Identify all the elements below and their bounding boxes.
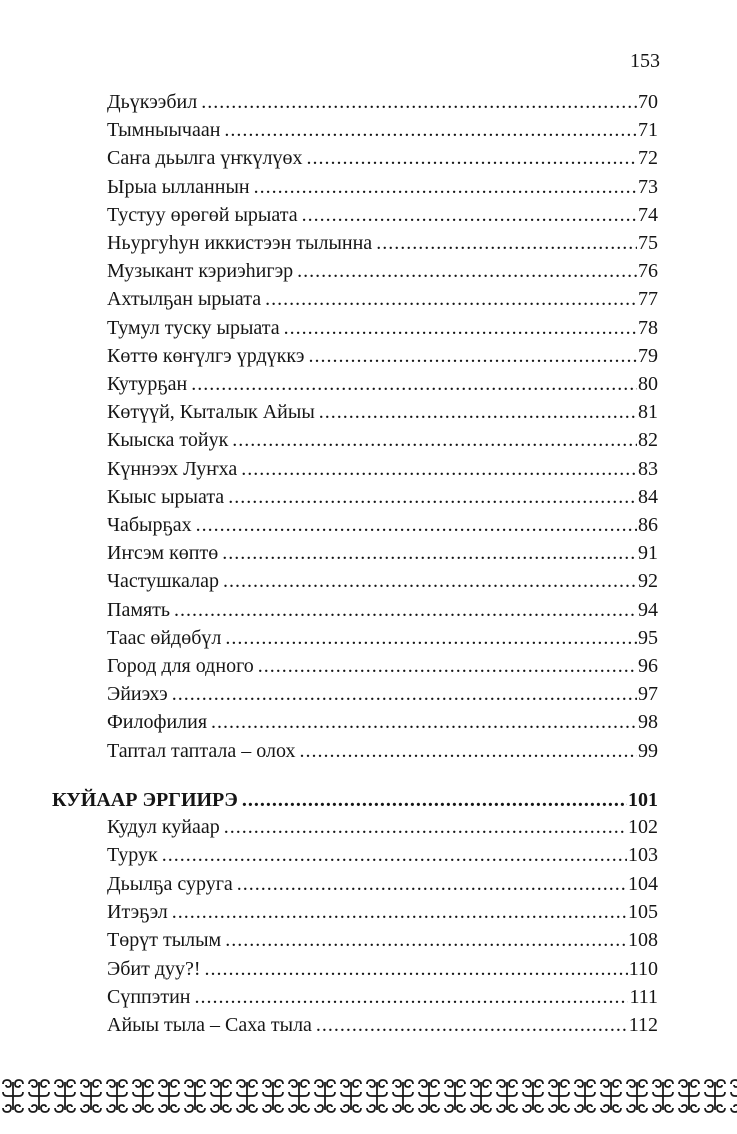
section-page: 101 xyxy=(628,789,658,811)
toc-entry xyxy=(107,457,658,483)
toc-entry xyxy=(107,316,658,342)
dot-leader xyxy=(307,146,637,170)
toc-entry-title: Итэҕэл xyxy=(107,901,168,923)
toc-entry xyxy=(107,513,658,539)
dot-leader xyxy=(299,739,637,763)
toc-entry-title: Таас өйдөбүл xyxy=(107,627,222,649)
toc-entry-page: 96 xyxy=(638,655,658,677)
dot-leader xyxy=(194,985,628,1009)
toc-entry-page: 111 xyxy=(629,986,658,1008)
dot-leader xyxy=(224,118,637,142)
toc-entry-title: Ньургуһун иккистээн тылынна xyxy=(107,232,373,254)
toc-entry xyxy=(107,598,658,624)
toc-entry-title: Иҥсэм көптө xyxy=(107,542,219,564)
toc-entry-page: 72 xyxy=(638,147,658,169)
toc-entry-page: 104 xyxy=(628,873,658,895)
toc-entry-page: 110 xyxy=(628,958,658,980)
toc-entry xyxy=(107,400,658,426)
toc-entry-title: Айыы тыла – Саха тыла xyxy=(107,1014,312,1036)
toc-entry-page: 77 xyxy=(638,288,658,310)
toc-entry-title: Филофилия xyxy=(107,711,208,733)
toc-entry-page: 74 xyxy=(638,204,658,226)
toc-entry-page: 84 xyxy=(638,486,658,508)
dot-leader xyxy=(242,788,627,812)
dot-leader xyxy=(225,928,627,952)
toc-entry xyxy=(107,569,658,595)
toc-entry-title: Ырыа ылланнын xyxy=(107,176,250,198)
dot-leader xyxy=(172,900,627,924)
toc-entry xyxy=(107,231,658,257)
toc-entry-title: Дьүкээбил xyxy=(107,91,198,113)
dot-leader xyxy=(201,90,637,114)
page-number: 153 xyxy=(630,50,660,72)
toc-entry xyxy=(107,175,658,201)
toc-entry-title: Кыыска тойук xyxy=(107,429,229,451)
toc-entry-title: Тумул туску ырыата xyxy=(107,317,280,339)
toc-entry xyxy=(107,900,658,926)
dot-leader xyxy=(211,710,637,734)
toc-entry-title: Төрүт тылым xyxy=(107,929,222,951)
toc-entry-title: Музыкант кэриэһигэр xyxy=(107,260,294,282)
toc-entry xyxy=(107,146,658,172)
toc-entry xyxy=(107,1013,658,1039)
toc-entry xyxy=(107,90,658,116)
toc-entry xyxy=(107,287,658,313)
dot-leader xyxy=(162,843,627,867)
toc-entry-title: Память xyxy=(107,599,171,621)
toc-entry-page: 79 xyxy=(638,345,658,367)
toc-entry-title: Сүппэтин xyxy=(107,986,191,1008)
toc-entry xyxy=(107,710,658,736)
dot-leader xyxy=(174,598,637,622)
toc-entry xyxy=(107,739,658,765)
toc-entry xyxy=(107,344,658,370)
dot-leader xyxy=(196,513,637,537)
toc-entry xyxy=(107,957,658,983)
toc-entry xyxy=(107,541,658,567)
toc-entry xyxy=(107,682,658,708)
toc-entry-page: 95 xyxy=(638,627,658,649)
dot-leader xyxy=(223,569,637,593)
dot-leader xyxy=(319,400,637,424)
toc-entry-page: 86 xyxy=(638,514,658,536)
dot-leader xyxy=(316,1013,628,1037)
toc-entry-page: 70 xyxy=(638,91,658,113)
toc-entry-title: Көтүүй, Кыталык Айыы xyxy=(107,401,315,423)
toc-entry xyxy=(107,203,658,229)
toc-entry-title: Тустуу өрөгөй ырыата xyxy=(107,204,298,226)
dot-leader xyxy=(237,872,627,896)
toc-entry-page: 99 xyxy=(638,740,658,762)
toc-entry-title: Тымныычаан xyxy=(107,119,221,141)
dot-leader xyxy=(232,428,637,452)
toc-entry-title: Турук xyxy=(107,844,158,866)
toc-entry-page: 75 xyxy=(638,232,658,254)
toc-entry-title: Таптал таптала – олох xyxy=(107,740,296,762)
dot-leader xyxy=(191,372,637,396)
dot-leader xyxy=(258,654,637,678)
toc-entry-title: Кыыс ырыата xyxy=(107,486,225,508)
toc-entry xyxy=(107,928,658,954)
dot-leader xyxy=(297,259,637,283)
toc-entry-title: Эйиэхэ xyxy=(107,683,168,705)
toc-entry-page: 103 xyxy=(628,844,658,866)
toc-entry-title: Дьылҕа суруга xyxy=(107,873,233,895)
toc-entry xyxy=(107,259,658,285)
toc-entry xyxy=(107,428,658,454)
toc-entry-page: 76 xyxy=(638,260,658,282)
toc-entry-page: 81 xyxy=(638,401,658,423)
toc-entry-page: 83 xyxy=(638,458,658,480)
section-title: КУЙААР ЭРГИИРЭ xyxy=(52,789,238,811)
toc-entry-title: Чабырҕах xyxy=(107,514,192,536)
dot-leader xyxy=(284,316,637,340)
dot-leader xyxy=(265,287,637,311)
dot-leader xyxy=(205,957,628,981)
dot-leader xyxy=(225,626,637,650)
dot-leader xyxy=(254,175,637,199)
toc-entry xyxy=(107,815,658,841)
toc-entry xyxy=(107,372,658,398)
toc-entry xyxy=(107,626,658,652)
toc-section-heading xyxy=(52,788,658,814)
toc-entry-title: Ахтылҕан ырыата xyxy=(107,288,262,310)
toc-entry xyxy=(107,843,658,869)
toc-entry-page: 78 xyxy=(638,317,658,339)
toc-entry-title: Частушкалар xyxy=(107,570,219,592)
toc-entry-page: 105 xyxy=(628,901,658,923)
toc-entry-page: 82 xyxy=(638,429,658,451)
dot-leader xyxy=(172,682,637,706)
toc-entry-page: 112 xyxy=(628,1014,658,1036)
toc-entry xyxy=(107,118,658,144)
toc-entry-title: Саҥа дьылга үҥкүлүөх xyxy=(107,147,303,169)
toc-entry-title: Көттө көҥүлгэ үрдүккэ xyxy=(107,345,305,367)
toc-entry-page: 92 xyxy=(638,570,658,592)
toc-entry-page: 108 xyxy=(628,929,658,951)
toc-entry-page: 91 xyxy=(638,542,658,564)
dot-leader xyxy=(376,231,637,255)
dot-leader xyxy=(241,457,637,481)
toc-entry xyxy=(107,985,658,1011)
toc-entry-title: Кутурҕан xyxy=(107,373,188,395)
toc-entry-page: 97 xyxy=(638,683,658,705)
toc-entry xyxy=(107,872,658,898)
ornament-pattern-icon xyxy=(0,1078,737,1114)
dot-leader xyxy=(308,344,637,368)
toc-entry xyxy=(107,485,658,511)
dot-leader xyxy=(302,203,637,227)
toc-entry-title: Күннээх Луҥха xyxy=(107,458,238,480)
toc-entry-page: 94 xyxy=(638,599,658,621)
dot-leader xyxy=(222,541,637,565)
toc-entry-page: 98 xyxy=(638,711,658,733)
toc-entry-page: 102 xyxy=(628,816,658,838)
ornamental-border xyxy=(0,1078,737,1114)
toc-entry-page: 80 xyxy=(638,373,658,395)
toc-entry-page: 73 xyxy=(638,176,658,198)
dot-leader xyxy=(228,485,637,509)
toc-entry-title: Эбит дуу?! xyxy=(107,958,201,980)
toc-entry-title: Кудул куйаар xyxy=(107,816,220,838)
toc-entry xyxy=(107,654,658,680)
dot-leader xyxy=(224,815,627,839)
toc-entry-title: Город для одного xyxy=(107,655,254,677)
toc-entry-page: 71 xyxy=(638,119,658,141)
